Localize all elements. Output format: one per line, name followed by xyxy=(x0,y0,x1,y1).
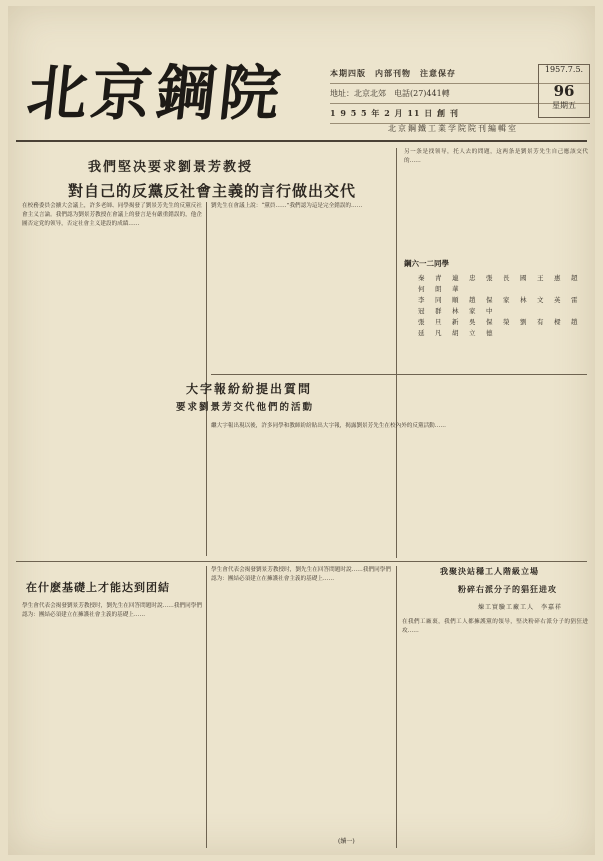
center-headline: 大字報紛紛提出質問 xyxy=(186,382,313,396)
info-line-address: 地址：北京北郊 电話(27)441轉 xyxy=(330,84,590,104)
lead-headline: 我們堅决要求劉景芳教授 xyxy=(88,160,254,175)
column-divider xyxy=(206,202,207,556)
side-column-text: 另一条是找领导，托人去的問題，这两条是劉景芳先生自己應該交代的…… xyxy=(404,149,588,165)
bottom-left-headline: 在什麽基礎上才能达到团結 xyxy=(26,581,170,594)
lead-subheadline: 對自己的反黨反社會主義的言行做出交代 xyxy=(68,182,357,200)
lead-article-col2: 劉先生在會議上說：“黨員……”我們認为這是完全錯誤的…… xyxy=(211,203,363,209)
section-rule xyxy=(16,561,587,562)
column-divider xyxy=(206,566,207,848)
newspaper-page xyxy=(8,6,595,855)
masthead xyxy=(8,6,595,144)
bottom-right-subheadline: 粉碎右派分子的猖狂进攻 xyxy=(458,584,557,594)
bottom-right-byline: 煉工實驗工廠工人 李嘉祥 xyxy=(478,604,563,611)
signers-row: 秦 青 連 忠 張 長 國 王 惠 超 何 朗 華 xyxy=(418,274,588,293)
issue-date: 1957.7.5. xyxy=(544,65,584,74)
signers-title: 鋼六一二同學 xyxy=(404,259,449,268)
center-article-text: 繼大字報出現以後，許多同學和教師紛紛貼出大字報，揭露劉景芳先生在校內外的反黨活動…… xyxy=(211,423,446,429)
masthead-rule xyxy=(16,140,587,142)
issue-box xyxy=(538,64,590,118)
center-subheadline: 要求劉景芳交代他們的活動 xyxy=(176,402,315,413)
signers-row: 李 同 順 趙 保 家 林 文 英 雷 冠 群 林 家 中 xyxy=(418,296,588,315)
bottom-right-text: 在我們工廠裏，我們工人都擁護黨的領导，堅决粉碎右派分子的猖狂进攻…… xyxy=(402,619,588,635)
lead-article-col1: 在校務委員会擴大会議上，許多老師、同學揭發了劉景芳先生的反黨反社會主义言論。我們認为劉景芳教授在會議上的發言是有嚴重錯誤的，他企圖否定党的领导，否定社會主义建設的成績…… xyxy=(22,203,202,228)
column-divider xyxy=(396,566,397,848)
publisher-line: 北京鋼鐵工業学院院刊編輯室 xyxy=(388,124,518,133)
bottom-right-headline: 我聚決站穩工人階級立場 xyxy=(440,566,539,576)
newspaper-title: 北京鋼院 xyxy=(23,59,288,129)
info-line-pages: 本期四版 内部刊物 注意保存 xyxy=(330,64,590,84)
bottom-left-text-col2: 學生會代表会揭發劉景芳教授时，劉先生在回答問題时說……我們同學們認为：團結必須建立在擁護社會主義的基礎上…… xyxy=(211,567,391,583)
issue-number: 96 xyxy=(553,82,575,100)
signers-row: 張 旦 新 吳 保 榮 劉 有 樑 趙 延 凡 胡 立 德 xyxy=(418,318,588,337)
continued-note: (續一) xyxy=(338,838,355,845)
info-line-founded: 1 9 5 5 年 2 月 11 日 創 刊 xyxy=(330,104,590,124)
bottom-left-text-col1: 學生會代表会揭發劉景芳教授时，劉先生在回答問題时說……我們同學們認为：團結必須建立在擁護社會主義的基礎上…… xyxy=(22,603,202,619)
section-rule xyxy=(211,374,587,375)
issue-weekday: 星期五 xyxy=(552,101,576,110)
